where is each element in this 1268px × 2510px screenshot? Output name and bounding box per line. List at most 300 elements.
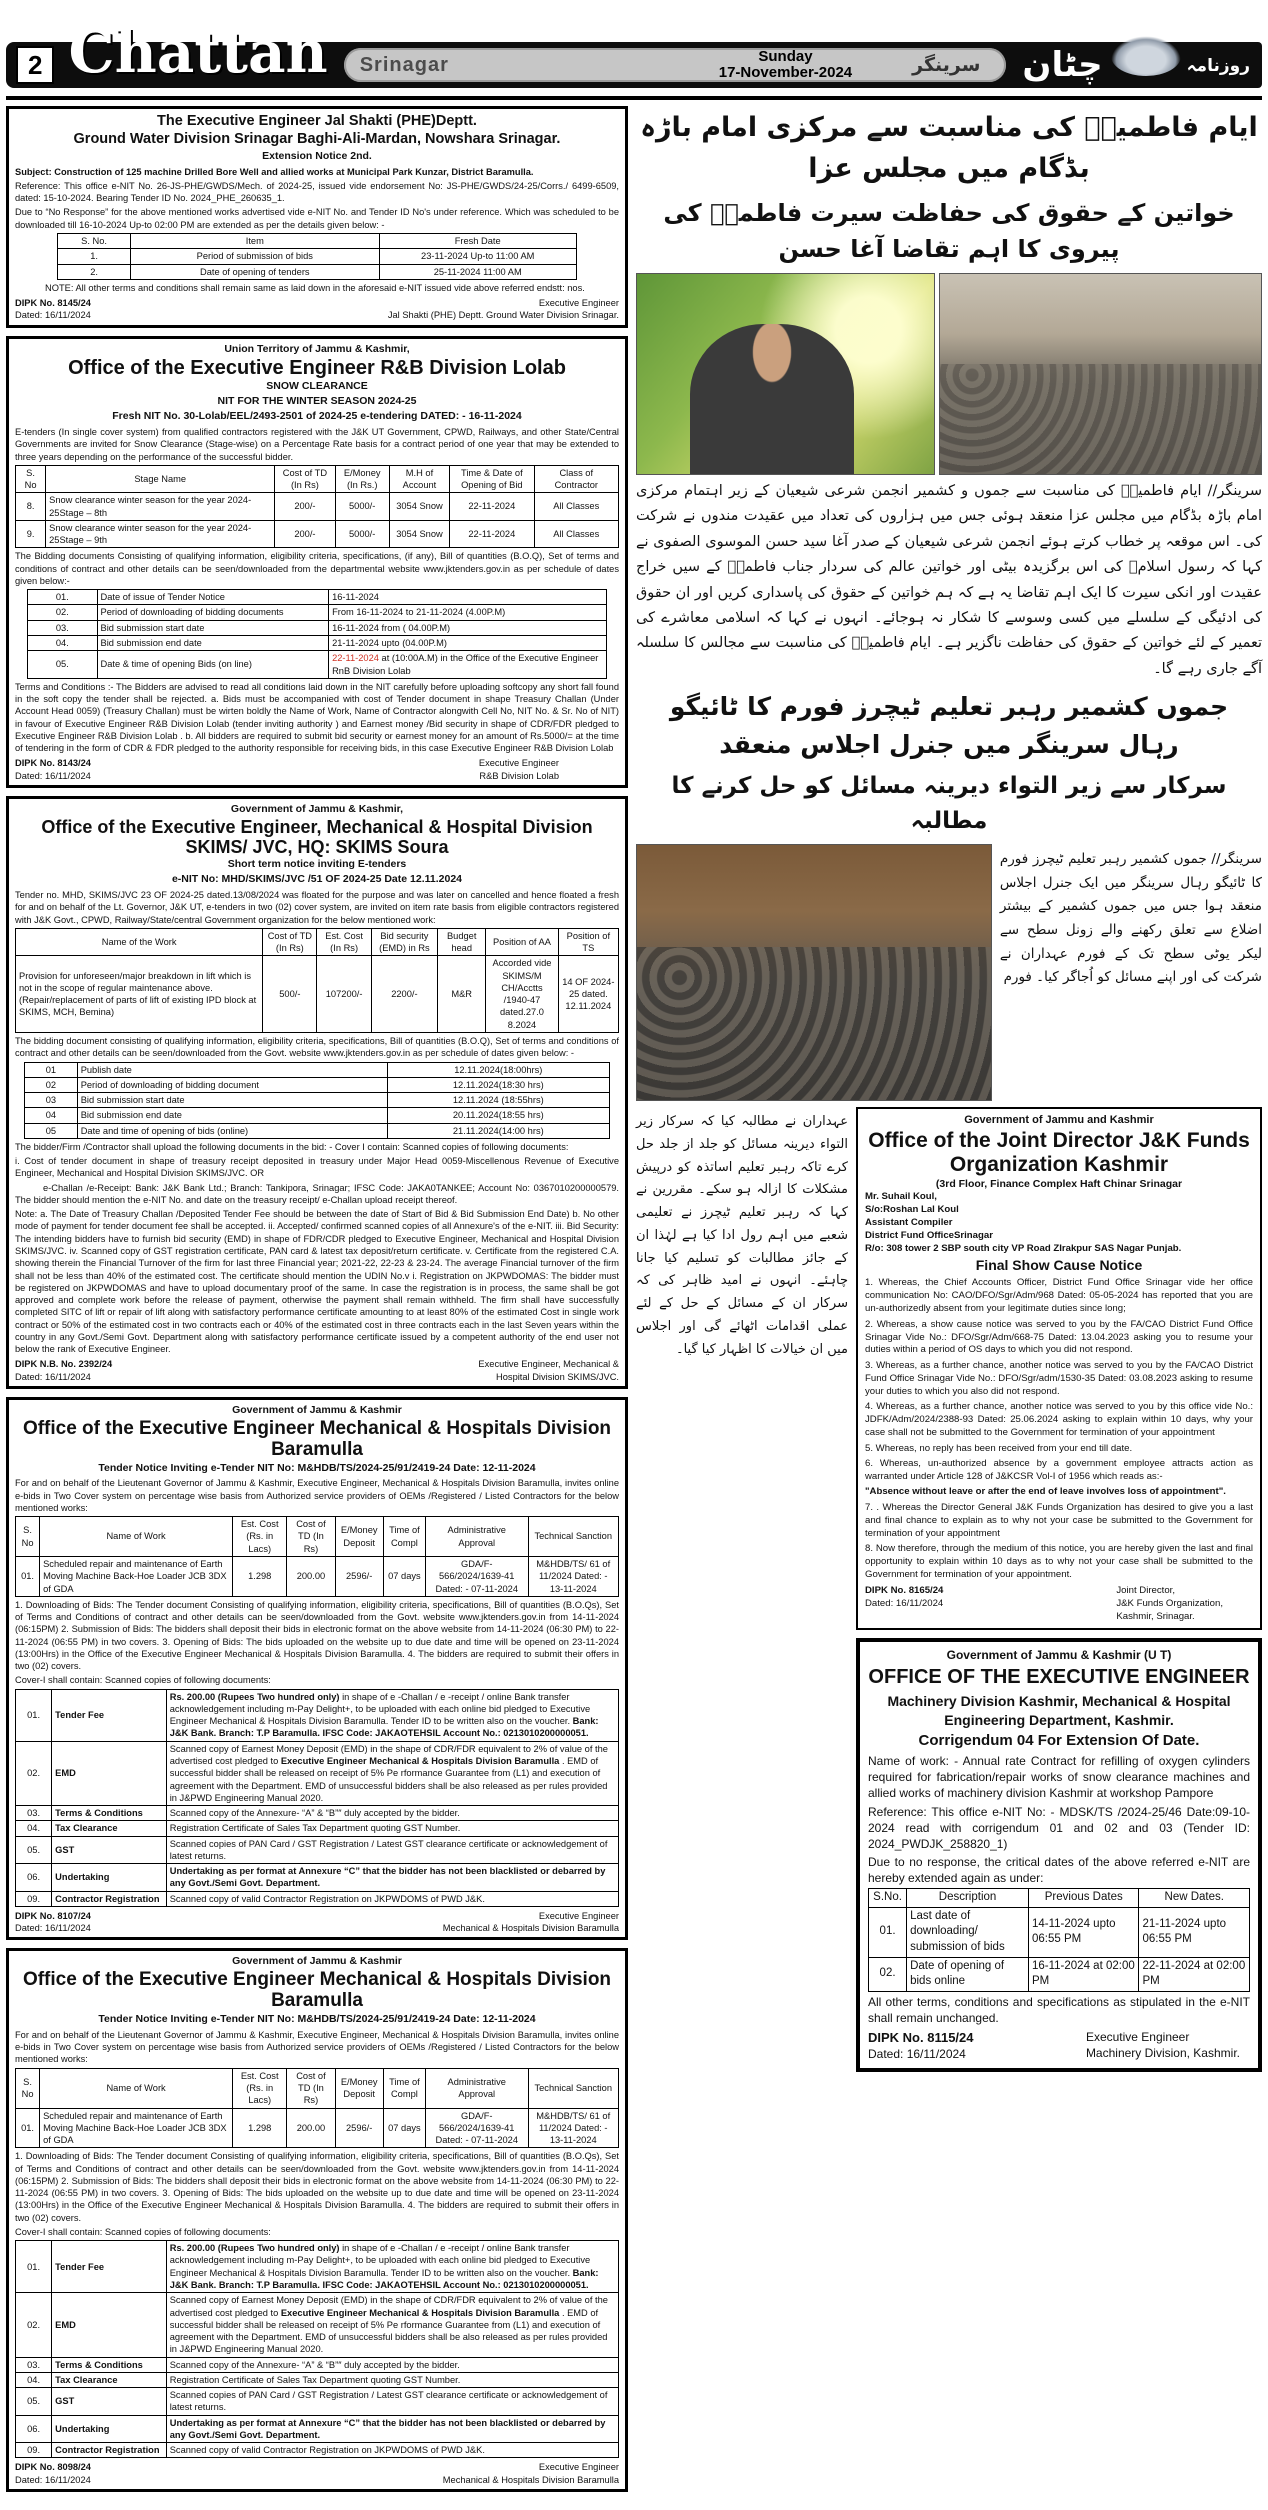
work-table — [15, 2068, 619, 2149]
addressee-designation: Assistant Compiler — [865, 1217, 953, 1229]
work-table — [15, 1516, 619, 1597]
story-teachers-forum — [636, 688, 1262, 1101]
crowd-texture — [940, 364, 1261, 474]
extension-paragraph: Due to no response, the critical dates of the above referred e-NIT are hereby extended again as under: — [868, 1855, 1250, 1886]
signatory-org: J&K Funds Organization, — [1116, 1597, 1223, 1609]
tender-fee-text: in shape of e -Challan / e -receipt / online Bank transfer acknowledgement including m-Pay Delight+, to be uploaded with each online bid pledged to Executive Engineer Mechanical & Hospitals Division Baramulla. Tender ID to be written also on the voucher. — [169, 1691, 591, 1727]
cell-label: Date and time of opening of bids (online) — [77, 1123, 387, 1138]
cell-sno: 1. — [58, 249, 131, 264]
clause-8: 8. Now therefore, through the medium of this notice, you are hereby given the last and final opportunity to explain within 10 days as to why not your case shall be submitted to the Government for termination of your appointment. — [865, 1543, 1253, 1580]
signatory-block — [479, 757, 559, 782]
cell-desc: Last date of downloading/ submission of bids — [907, 1907, 1029, 1957]
cell-text — [166, 2293, 618, 2357]
cell-date: 23-11-2024 Up-to 11:00 AM — [379, 249, 576, 264]
cell-text: Scanned copy of valid Contractor Registration on JKPWDOMS of PWD J&K. — [166, 1891, 618, 1906]
cell-num: 03 — [25, 1093, 78, 1108]
cell-time: 07 days — [383, 2108, 425, 2148]
story-headline-line2: خواتین کے حقوق کی حفاظت سیرت فاطمہؑ کی پیروی کا اہم تقاضا آغا حسن — [663, 199, 1235, 263]
signatory-office: Mechanical & Hospitals Division Baramulla — [442, 1923, 619, 1934]
col-header: Est. Cost (Rs. in Lacs) — [233, 1517, 287, 1557]
table-row — [58, 264, 576, 279]
dipk-date: Dated: 16/11/2024 — [15, 1371, 91, 1382]
cell-budget: M&R — [438, 956, 486, 1033]
cell-date: 25-11-2024 11:00 AM — [379, 264, 576, 279]
signature-row — [868, 2029, 1250, 2063]
schedule-table — [24, 1062, 610, 1139]
tender-fee-amount: Rs. 200.00 (Rupees Two hundred only) — [169, 1691, 340, 1702]
division-line: Machinery Division Kashmir, Mechanical & Hospital Engineering Department, Kashmir. — [887, 1692, 1231, 1728]
cell-stage: Snow clearance winter season for the year 2024-25Stage – 9th — [46, 520, 275, 548]
cell-open: 22-11-2024 — [450, 493, 534, 521]
steps-paragraph: 1. Downloading of Bids: The Tender document Consisting of qualifying information, eligibility criteria, specifications, Bill of quantities (B.O.Qs), Set of Terms and Conditions of contract and other details can be seen/downloaded from the Govt. website www.jktenders.gov.in from 14-11-2024 (06:15PM) 2. Submission of Bids: The bidders shall deposit their bids in electronic format on the above website from 14-11-2024 (06:30 PM) to 22-11-2024 (06:55 PM) in two covers. 3. Opening of Bids: The bids uploaded on the website up to due date and time will be opened on 23-11-2024 (13:00Hrs) in the Office of the Executive Engineer Mechanical & Hospitals Division Baramulla. 4. The bidders are required to submit their offers in two (02) covers. — [15, 1599, 619, 1672]
col-header: Cost of TD (In Rs) — [287, 2068, 335, 2108]
cell-label: GST — [52, 1836, 167, 1864]
dates-table — [868, 1888, 1250, 1991]
table-row — [16, 1891, 619, 1906]
invitation-paragraph: For and on behalf of the Lieutenant Governor of Jammu & Kashmir, Executive Engineer, Mechanical & Hospitals Division Baramulla, invites online e-bids in Two Cover system on percentage wise basis from Authorized service providers of OEMs /Registered / Listed Contractors for the below mentioned works: — [15, 1478, 619, 1513]
signature-row — [15, 297, 619, 322]
cell-num: 05. — [28, 651, 97, 679]
col-header: Fresh Date — [379, 233, 576, 248]
cell-mh: 3054 Snow — [389, 520, 449, 548]
bidding-docs-paragraph: The bidding document consisting of qualifying information, eligibility criteria, specifications, Bill of quantities (B.O.Q), Set of terms and conditions of contract and other details can be seen/downloaded from the Govt. website www.jktenders.gov.in as per schedule of dates given below: - — [15, 1036, 619, 1059]
notice-skims — [6, 796, 628, 1389]
cell-stage: Snow clearance winter season for the year 2024-25Stage – 8th — [46, 493, 275, 521]
cell-text — [166, 1741, 618, 1805]
table-header-row — [16, 465, 619, 493]
date-label: 17-November-2024 — [718, 64, 853, 81]
cell-label: Terms & Conditions — [52, 1806, 167, 1821]
dipk-number: DIPK No. 8165/24 — [865, 1584, 944, 1596]
cell-label: EMD — [52, 2293, 167, 2357]
signatory-title: Executive Engineer — [538, 2462, 619, 2473]
cell-previous: 14-11-2024 upto 06:55 PM — [1029, 1907, 1139, 1957]
opening-date-rest: at (10:00A.M) in the Office of the Executive Engineer RnB Division Lolab — [332, 653, 599, 676]
notice-baramulla-2 — [6, 1948, 628, 2492]
table-row — [16, 2443, 619, 2458]
dipk-block — [865, 1585, 943, 1624]
dipk-block — [15, 1358, 112, 1383]
cell-text: Scanned copies of PAN Card / GST Registration / Latest GST clearance certificate or acknowledgement of latest returns. — [166, 2388, 618, 2416]
col-header: Administrative Approval — [426, 1517, 529, 1557]
table-row — [16, 2372, 619, 2387]
notice-rb-lolab — [6, 336, 628, 788]
cell-sno: 2. — [58, 264, 131, 279]
cell-text: Registration Certificate of Sales Tax Department quoting GST Number. — [166, 2372, 618, 2387]
col-header: S.No. — [869, 1889, 907, 1908]
notice-title: Office of the Executive Engineer Mechanical & Hospitals Division Baramulla — [22, 1417, 612, 1460]
table-row — [869, 1957, 1250, 1991]
table-row — [28, 620, 607, 635]
speaker-silhouette — [690, 324, 853, 475]
cell-aa: GDA/F-566/2024/1639-41 Dated: - 07-11-2024 — [426, 2108, 529, 2148]
dipk-block — [15, 297, 91, 322]
cell-num: 02. — [16, 1741, 52, 1805]
cell-num: 03. — [28, 620, 97, 635]
cell-label: Tender Fee — [52, 2241, 167, 2293]
tender-fee-bank: Bank: J&K Bank. Branch: T.P Baramulla. IFSC Code: JAKAOTEHSIL Account No.: 0213010200000051. — [169, 1716, 599, 1739]
extension-notice-label: Extension Notice 2nd. — [262, 149, 372, 162]
cell-label: GST — [52, 2388, 167, 2416]
dipk-number: DIPK No. 8145/24 — [15, 298, 91, 309]
cell-text — [166, 1689, 618, 1741]
cell-num: 01. — [28, 590, 97, 605]
col-header: Budget head — [438, 928, 486, 956]
cell-work: Provision for unforeseen/major breakdown in lift which is not in the scope of regular maintenance above. (Repair/replacement of parts of lift of existing IPD block at SKIMS, MCH, Bemina) — [16, 956, 263, 1033]
notice-title-line2: Organization Kashmir — [949, 1152, 1169, 1176]
reference-line: Reference: This office e-NIT No: - MDSK/TS /2024-25/46 Date:09-10-2024 read with corrigendum 01 and 02 and 03 (Tender ID: 2024_PWDJK_258820_1) — [868, 1804, 1250, 1851]
dipk-block — [868, 2029, 974, 2063]
table-row — [16, 1557, 619, 1597]
cell-text: Registration Certificate of Sales Tax Department quoting GST Number. — [166, 1821, 618, 1836]
cell-work: Scheduled repair and maintenance of Earth Moving Machine Back-Hoe Loader JCB 3DX of GDA — [40, 1557, 233, 1597]
cell-desc: Date of opening of bids online — [907, 1957, 1029, 1991]
signatory-place: Kashmir, Srinagar. — [1116, 1610, 1195, 1622]
addressee-parentage: S/o:Roshan Lal Koul — [865, 1204, 959, 1216]
dipk-number: DIPK No. 8098/24 — [15, 2462, 91, 2473]
mountain-logo-graphic — [1111, 36, 1181, 76]
table-row — [16, 1821, 619, 1836]
notice-title: Office of the Executive Engineer Mechanical & Hospitals Division Baramulla — [22, 1969, 612, 2012]
col-header: Name of the Work — [16, 928, 263, 956]
cell-ts: M&HDB/TS/ 61 of 11/2024 Dated: - 13-11-2024 — [528, 1557, 619, 1597]
cell-label: Contractor Registration — [52, 1891, 167, 1906]
enit-number-line: e-NIT No: MHD/SKIMS/JVC /51 OF 2024-25 Date 12.11.2024 — [171, 873, 463, 886]
cell-mh: 3054 Snow — [389, 493, 449, 521]
cell-value: 21.11.2024(14:00 hrs) — [387, 1123, 609, 1138]
page-number: 2 — [16, 46, 54, 84]
cell-label: Contractor Registration — [52, 2443, 167, 2458]
table-row — [16, 1836, 619, 1864]
cell-label: Period of downloading of bidding document — [77, 1077, 387, 1092]
clause-3: 3. Whereas, as a further chance, another notice was served to you by the FA/CAO District Fund Office Srinagar Vide No.: DFO/Sgr/adm/1530-35 Dated: 03.08.2023 asking to resume your duties to which you also did not respond. — [865, 1359, 1253, 1397]
cell-num: 02. — [16, 2293, 52, 2357]
cell-ts: 14 OF 2024-25 dated. 12.11.2024 — [558, 956, 618, 1033]
cell-sno: 01. — [16, 1557, 40, 1597]
audience-texture — [637, 947, 991, 1100]
cell-num: 04. — [16, 1821, 52, 1836]
cell-text: Undertaking as per format at Annexure “C” that the bidder has not been blacklisted or debarred by any Govt./Semi Govt. Department. — [166, 2415, 618, 2443]
table-row — [16, 2293, 619, 2357]
dipk-date: Dated: 16/11/2024 — [865, 1597, 944, 1609]
reference-line: Reference: This office e-NIT No. 26-JS-PHE/GWDS/Mech. of 2024-25, issued vide endorsement No: JS-PHE/GWDS/24-25/Corrs./ 6499-6509, dated: 15-10-2024. Bearing Tender ID No. 2024_PHE_260635_1. — [15, 180, 619, 204]
table-header-row — [58, 233, 576, 248]
invitation-paragraph: Tender no. MHD, SKIMS/JVC 23 OF 2024-25 dated.13/08/2024 was floated for the purpose and was later on cancelled and hence floated a fresh for and on behalf of the Lt. Governor, J&K UT, e-tenders in two (02) cover system, are invited on item rate basis from eligible contractors registered with J&K Govt., CPWD, Railway/State/central Government organization for the below mentioned work: — [15, 890, 619, 925]
dipk-block — [15, 1910, 91, 1935]
cell-value: From 16-11-2024 to 21-11-2024 (4.00P.M) — [329, 605, 607, 620]
cell-num: 06. — [16, 2415, 52, 2443]
docs-intro: The bidder/Firm /Contractor shall upload the following documents in the bid: - Cover I contain: Scanned copies of following documents: — [15, 1141, 569, 1152]
cell-aa: GDA/F-566/2024/1639-41 Dated: - 07-11-2024 — [426, 1557, 529, 1597]
corrigendum-heading: Corrigendum 04 For Extension Of Date. — [918, 1731, 1200, 1749]
col-header: M.H of Account — [389, 465, 449, 493]
emd-text-a: Scanned copy of Earnest Money Deposit (EMD) in the shape of CDR/FDR equivalent to 2% of value of the advertised cost pledged to — [169, 1743, 608, 1766]
clause-1: 1. Whereas, the Chief Accounts Officer, District Fund Office Srinagar vide her office communication No: CAO/DFO/Sgr/Adm/968 Dated: 05-05-2024 has reported that you are un-authorizedly absent from your legitimate duties since long; — [865, 1277, 1253, 1315]
signatory-block — [1116, 1585, 1223, 1624]
col-header: S. No — [16, 1517, 40, 1557]
signature-row — [15, 757, 619, 782]
left-column — [6, 106, 628, 2500]
photo-hall-audience — [636, 844, 992, 1101]
notice-title: OFFICE OF THE EXECUTIVE ENGINEER — [868, 1665, 1250, 1688]
col-header: Position of TS — [558, 928, 618, 956]
photo-gathering-crowd — [939, 273, 1262, 475]
tender-fee-text: in shape of e -Challan / e -receipt / online Bank transfer acknowledgement including m-Pay Delight+, to be uploaded with each online bid pledged to Executive Engineer Mechanical & Hospitals Division Baramulla. Tender ID to be written also on the voucher. — [169, 2243, 591, 2278]
table-row — [16, 2108, 619, 2148]
cell-num: 04. — [28, 635, 97, 650]
cell-label: Tender Fee — [52, 1689, 167, 1741]
dipk-date: Dated: 16/11/2024 — [15, 310, 91, 321]
col-header: Description — [907, 1889, 1029, 1908]
addressee-residence: R/o: 308 tower 2 SBP south city VP Road ZIrakpur SAS Nagar Punjab. — [865, 1242, 1182, 1254]
notice-title: The Executive Engineer Jal Shakti (PHE)Deptt. — [157, 113, 477, 129]
signatory-block — [478, 1358, 619, 1383]
cell-est: 1.298 — [233, 1557, 287, 1597]
cell-item: Date of opening of tenders — [130, 264, 379, 279]
cell-text: Scanned copy of the Annexure- “A” & “B”″ duly accepted by the bidder. — [166, 2357, 618, 2372]
table-row — [16, 2241, 619, 2293]
col-header: E/Money (In Rs.) — [335, 465, 389, 493]
legal-notices-column — [856, 1107, 1262, 2072]
cell-emoney: 5000/- — [335, 520, 389, 548]
show-cause-heading: Final Show Cause Notice — [975, 1256, 1143, 1273]
col-header: E/Money Deposit — [335, 2068, 383, 2108]
fresh-dates-table — [57, 233, 576, 280]
signatory-office: R&B Division Lolab — [479, 770, 559, 781]
masthead — [6, 4, 1262, 100]
cell-num: 04 — [25, 1108, 78, 1123]
notice-machinery-division — [856, 1638, 1262, 2072]
season-label: NIT FOR THE WINTER SEASON 2024-25 — [217, 395, 417, 408]
col-header: Name of Work — [40, 2068, 233, 2108]
cell-ts: M&HDB/TS/ 61 of 11/2024 Dated: - 13-11-2024 — [528, 2108, 619, 2148]
govt-line: Government of Jammu & Kashmir (U T) — [946, 1647, 1172, 1662]
signatory-title: Executive Engineer — [478, 758, 559, 769]
table-row — [25, 1077, 610, 1092]
cell-num: 02. — [28, 605, 97, 620]
table-header-row — [16, 1517, 619, 1557]
table-row — [16, 1689, 619, 1741]
dipk-date: Dated: 16/11/2024 — [15, 770, 91, 781]
col-header: Stage Name — [46, 465, 275, 493]
col-header: S. No — [16, 465, 46, 493]
cell-num: 03. — [16, 1806, 52, 1821]
story-content-row — [636, 844, 1262, 1101]
opening-date-red: 22-11-2024 — [332, 653, 379, 664]
emd-text-c: . EMD of successful bidder shall be released on receipt of 5% Pe rformance Guarantee from (L1) and execution of agreement with the Department. EMD of unsuccessful bidders shall be also released as per rules provided in J&PWD Engineering Manual 2020. — [169, 1755, 608, 1803]
cell-est: 1.298 — [233, 2108, 287, 2148]
cell-num: 02 — [25, 1077, 78, 1092]
col-header: Name of Work — [40, 1517, 233, 1557]
cell-label: Terms & Conditions — [52, 2357, 167, 2372]
cell-label: Date of issue of Tender Notice — [97, 590, 329, 605]
right-column — [636, 106, 1262, 2072]
cell-num: 01. — [16, 2241, 52, 2293]
addressee-office: District Fund OfficeSrinagar — [865, 1230, 993, 1242]
govt-line: Government of Jammu & Kashmir, — [230, 802, 404, 815]
story-photos — [636, 273, 1262, 475]
cover-line: Cover-I shall contain: Scanned copies of following documents: — [15, 1675, 271, 1686]
schedule-table — [27, 589, 607, 679]
nit-number-line: Fresh NIT No. 30-Lolab/EEL/2493-2501 of 2024-25 e-tendering DATED: - 16-11-2024 — [112, 410, 522, 423]
notice-baramulla-1 — [6, 1397, 628, 1941]
invitation-paragraph: For and on behalf of the Lieutenant Governor of Jammu & Kashmir, Executive Engineer, Mechanical & Hospitals Division Baramulla, invites online e-bids in Two Cover system on percentage wise basis from Authorized service providers of OEMs /Registered / Listed Contractors for the below mentioned works: — [15, 2029, 619, 2065]
cell-new: 22-11-2024 at 02:00 PM — [1139, 1957, 1250, 1991]
table-row — [25, 1108, 610, 1123]
daily-label-urdu: روزنامہ — [1186, 55, 1250, 76]
work-table — [15, 928, 619, 1033]
table-row — [25, 1062, 610, 1077]
table-row — [58, 249, 576, 264]
emd-text-bold: Executive Engineer Mechanical & Hospitals Division Baramulla — [280, 1755, 560, 1766]
clause-5: 5. Whereas, no reply has been received from your end till date. — [865, 1442, 1133, 1454]
notice-title: Office of the Executive Engineer, Mechanical & Hospital Division SKIMS/ JVC, HQ: SKIMS Soura — [41, 816, 593, 857]
cell-num: 05 — [25, 1123, 78, 1138]
cell-num: 05. — [16, 1836, 52, 1864]
cell-value: 21-11-2024 upto (04.00P.M) — [329, 635, 607, 650]
closing-line: All other terms, conditions and specifications as stipulated in the e-NIT shall remain unchanged. — [868, 1994, 1250, 2025]
edition-label: Srinagar — [359, 53, 449, 76]
dipk-number: DIPK No. 8115/24 — [868, 2029, 974, 2045]
table-header-row — [16, 928, 619, 956]
date-block — [719, 49, 852, 82]
dipk-number: DIPK No. 8143/24 — [15, 758, 91, 769]
day-label: Sunday — [758, 47, 813, 65]
signatory-title: Executive Engineer, Mechanical & — [478, 1359, 619, 1370]
signatory-block — [1086, 2029, 1240, 2063]
newspaper-logo-urdu: چٹان — [1022, 45, 1103, 85]
bottom-row — [636, 1107, 1262, 2072]
tender-fee-bank: Bank: J&K Bank. Branch: T.P Baramulla. IFSC Code: JAKAOTEHSIL Account No.: 0213010200000051. — [169, 2267, 599, 2290]
table-row — [16, 1806, 619, 1821]
col-header: Position of AA — [486, 928, 558, 956]
cell-label: Undertaking — [52, 1864, 167, 1892]
table-row — [16, 520, 619, 548]
signature-row — [15, 1910, 619, 1935]
steps-paragraph: 1. Downloading of Bids: The Tender document Consisting of qualifying information, eligibility criteria, specifications, Bill of quantities (B.O.Qs), Set of Terms and Conditions of contract and other details can be seen/downloaded from the Govt. website www.jktenders.gov.in from 14-11-2024 (06:15PM) 2. Submission of Bids: The bidders shall deposit their bids in electronic format on the above website from 14-11-2024 (06:30 PM) to 22-11-2024 (06:55 PM) in two covers. 3. Opening of Bids: The bids uploaded on the website up to due date and time will be opened on 23-11-2024 (13:00Hrs) in the Office of the Executive Engineer Mechanical & Hospitals Division Baramulla. 4. The bidders are required to submit their offers in two (02) covers. — [15, 2151, 619, 2223]
short-term-label: Short term notice inviting E-tenders — [227, 858, 407, 871]
cell-aa: Accorded vide SKIMS/M CH/Acctts /1940-47 dated.27.0 8.2024 — [486, 956, 558, 1033]
story-headline-line1: جموں کشمیر رہبر تعلیم ٹیچرز فورم کا ٹائیگو رہال سرینگر میں جنرل اجلاس منعقد — [669, 692, 1229, 759]
cell-label: Bid submission end date — [97, 635, 329, 650]
notice-subtitle: Ground Water Division Srinagar Baghi-Ali-Mardan, Nowshara Srinagar. — [73, 131, 561, 148]
col-header: Time of Compl — [383, 2068, 425, 2108]
col-header: Est. Cost (In Rs) — [317, 928, 371, 956]
cell-sno: 01. — [16, 2108, 40, 2148]
cell-work: Scheduled repair and maintenance of Earth Moving Machine Back-Hoe Loader JCB 3DX of GDA — [40, 2108, 233, 2148]
signature-row — [865, 1585, 1253, 1624]
clause-4: 4. Whereas, as a further chance, another notice was served to you by this office vide No.: JDFK/Adm/2024/2388-93 Dated: 25.06.2024 asking to explain within 10 days, why your case shall not be submitted to the Government for termination of your appointment — [865, 1401, 1253, 1439]
cell-num: 05. — [16, 2388, 52, 2416]
signatory-office: Hospital Division SKIMS/JVC. — [496, 1371, 619, 1382]
edition-label-urdu: سرینگر — [912, 54, 981, 76]
dipk-block — [15, 2461, 91, 2486]
emd-text-c: . EMD of successful bidder shall be released on receipt of 5% Pe rformance Guarantee from (L1) and execution of agreement with the Department. EMD of unsuccessful bidders shall be also released as per rules provided in J&PWD Engineering Manual 2020. — [169, 2307, 608, 2355]
table-row — [16, 956, 619, 1033]
signatory-block — [388, 297, 619, 322]
cell-emoney: 2596/- — [335, 1557, 383, 1597]
signature-row — [15, 1358, 619, 1383]
cell-label: Undertaking — [52, 2415, 167, 2443]
cell-label: Bid submission end date — [77, 1108, 387, 1123]
story-body: سرینگر// ایام فاطمیہؑ کی مناسبت سے جموں و کشمیر انجمن شرعی شیعیان کے زیر اہتمام مرکزی امام باڑہ بڈگام میں مجلس عزا منعقد ہوئی جس میں ہزاروں کی تعداد میں عقیدت مندوں نے شرکت کی۔ اس موقعہ پر خطاب کرتے ہوئے انجمن شرعی شیعیان کے صدر آغا سید حسن الموسوی الصفوی نے کہا کہ رسول اسلامؐ کی اس برگزیدہ بیٹی اور خواتین عالم کی سردار جناب فاطمہؑ کے سیں خراج عقیدت اور انکی سیرت کا ایک اہم تقاضا یہ ہے کہ ہم خواتین کے حقوق کی پاسداری کریں اور ان حقوق کی ادئیگی کے سلسلے میں کسی وسوسے کا شکار نہ ہوجائے۔ انہوں نے کہا کہ اسلامی معاشرے کی تعمیر کے لئے خواتین کے حقوق کی حفاظت ناگزیر ہے۔ ایام فاطمیہؑ کی مناسبت سے مجالس کا سلسلہ آگے جاری رہے گا۔ — [636, 483, 1262, 677]
table-row — [25, 1123, 610, 1138]
story-continuation: عہداران نے مطالبہ کیا کہ سرکار زیر التواء دیرینہ مسائل کو جلد از جلد حل کرے تاکہ رہبر تعلیم اساتذہ کو درپیش مشکلات کا ازالہ ہو سکے۔ مقررین نے کہا کہ رہبر تعلیم ٹیچرز نے تعلیمی شعبے میں اہم رول ادا کیا ہے لہٰذا ان کے جائز مطالبات کو تسلیم کیا جانا چاہئے۔ انہوں نے امید ظاہر کی کہ سرکار ان کے مسائل کے حل کے لئے عملی اقدامات اٹھائے گی اور اجلاس میں ان خیالات کا اظہار کیا گیا۔ — [636, 1114, 848, 1357]
col-header: Time & Date of Opening of Bid — [450, 465, 534, 493]
name-of-work: Name of work: - Annual rate Contract for refilling of oxygen cylinders required for fabrication/repair works of snow clearance machines and allied works of machinery division Kashmir at workshop Pampore — [868, 1753, 1250, 1801]
table-row — [16, 2415, 619, 2443]
cell-text — [166, 2241, 618, 2293]
cell-value: 16-11-2024 — [329, 590, 607, 605]
cell-value: 20.11.2024(18:55 hrs) — [387, 1108, 609, 1123]
signatory-office: Mechanical & Hospitals Division Baramulla — [442, 2474, 619, 2485]
cell-label: Tax Clearance — [52, 1821, 167, 1836]
cell-td: 500/- — [263, 956, 317, 1033]
govt-line: Union Territory of Jammu & Kashmir, — [224, 342, 410, 355]
col-header: Cost of TD (In Rs) — [275, 465, 335, 493]
cover-docs-table — [15, 2240, 619, 2458]
cell-time: 07 days — [383, 1557, 425, 1597]
notice-funds-organization — [856, 1107, 1262, 1630]
story-headline-line1: ایام فاطمیہؑ کی مناسبت سے مرکزی امام باڑہ بڈگام میں مجلس عزا — [640, 112, 1258, 184]
table-row — [16, 2388, 619, 2416]
table-header-row — [869, 1889, 1250, 1908]
cell-sno: 02. — [869, 1957, 907, 1991]
extension-paragraph: Due to “No Response” for the above mentioned works advertised vide e-NIT No. and Tender ID No's under reference. Which was scheduled to be downloaded till 16-10-2024 Up-to 02:00 PM are extended as per the details given below: - — [15, 207, 619, 230]
cell-num: 03. — [16, 2357, 52, 2372]
cell-label: Period of downloading of bidding documents — [97, 605, 329, 620]
govt-line: Government of Jammu & Kashmir — [232, 1955, 402, 1968]
cell-td: 200/- — [275, 493, 335, 521]
clause-2: 2. Whereas, a show cause notice was served to you by the FA/CAO District Fund Office Srinagar Vide No.: DFO/Sgr/Adm/668-75 Dated: 13.04.2023 asking you to resume your duties within a period of OS days to which you did not respond. — [865, 1318, 1253, 1356]
dipk-number: DIPK N.B. No. 2392/24 — [15, 1359, 113, 1370]
cell-label: Bid submission start date — [77, 1093, 387, 1108]
emd-text-bold: Executive Engineer Mechanical & Hospitals Division Baramulla — [280, 2307, 560, 2318]
cell-value: 16-11-2024 from ( 04.00P.M) — [329, 620, 607, 635]
table-row — [16, 1741, 619, 1805]
cell-est: 107200/- — [317, 956, 371, 1033]
col-header: Technical Sanction — [528, 1517, 619, 1557]
cell-text: Scanned copies of PAN Card / GST Registration / Latest GST clearance certificate or acknowledgement of latest returns. — [166, 1836, 618, 1864]
masthead-pill — [344, 48, 1007, 82]
table-row — [16, 493, 619, 521]
bidding-docs-paragraph: The Bidding documents Consisting of qualifying information, eligibility criteria, specifications, (if any), Bill of quantities (B.O.Q), Set of terms and conditions of contract and other details can be seen/downloaded from the departmental website www.jktenders.gov.in as per schedule of dates given below:- — [15, 551, 619, 586]
cell-class: All Classes — [534, 493, 618, 521]
terms-paragraph: Terms and Conditions :- The Bidders are advised to read all conditions laid down in the NIT carefully before uploading softcopy any short fall found in the soft copy the tender shall be rejected. a. Bids must be accompanied with cost of Tender document in shape Treasury Challan (Under Account Head 0059) (Treasury Challan) must be wirten boldly the Name of Work, Name of Contractor alongwith Cell No, NIT No. & Sr. No of NIT) in favour of Executive Engineer R&B Division Lolab (tender inviting authority ) and Earnest money /Bid security in shape of CDR/FDR pledged to Executive Engineer R&B Division Lolab . b. All bidders are required to submit bid security or earnest money for an amount of Rs.5000/= at the time of tendering in the form of CDR & FDR pledged to the authority responsible for receiving bids, in this case Executive Engineer R&B Division Lolab — [15, 681, 619, 754]
cell-sno: 8. — [16, 493, 46, 521]
cell-value — [329, 651, 607, 679]
dipk-block — [15, 757, 91, 782]
table-row — [28, 605, 607, 620]
snow-clearance-label: SNOW CLEARANCE — [266, 380, 368, 393]
table-row — [28, 635, 607, 650]
notice-title: Office of the Executive Engineer R&B Division Lolab — [68, 357, 566, 380]
cell-value: 12.11.2024(18:00hrs) — [387, 1062, 609, 1077]
cell-new: 21-11-2024 upto 06:55 PM — [1139, 1907, 1250, 1957]
cell-td: 200.00 — [287, 1557, 335, 1597]
cell-text: Scanned copy of valid Contractor Registration on JKPWDOMS of PWD J&K. — [166, 2443, 618, 2458]
cell-sno: 9. — [16, 520, 46, 548]
table-row — [16, 2357, 619, 2372]
cell-label: Bid submission start date — [97, 620, 329, 635]
doc-echallan: e-Challan /e-Receipt: Bank: J&K Bank Ltd.; Branch: Tankipora, Srinagar; IFSC Code: JAKA0TANKEE; Account No: 0367010200000579. The bidder should mention the e-NIT No. and date on the treasury receipt/ e-Challan upload receipt thereof. — [15, 1182, 619, 1205]
photo-cleric-speaking — [636, 273, 935, 475]
cover-line: Cover-I shall contain: Scanned copies of following documents: — [15, 2226, 271, 2237]
cell-num: 01. — [16, 1689, 52, 1741]
col-header: Cost of TD (In Rs) — [263, 928, 317, 956]
note-line: NOTE: All other terms and conditions shall remain same as laid down in the aforesaid e-NIT issued vide above referred endstt: nos. — [45, 282, 585, 293]
cell-value: 12.11.2024 (18:55hrs) — [387, 1093, 609, 1108]
